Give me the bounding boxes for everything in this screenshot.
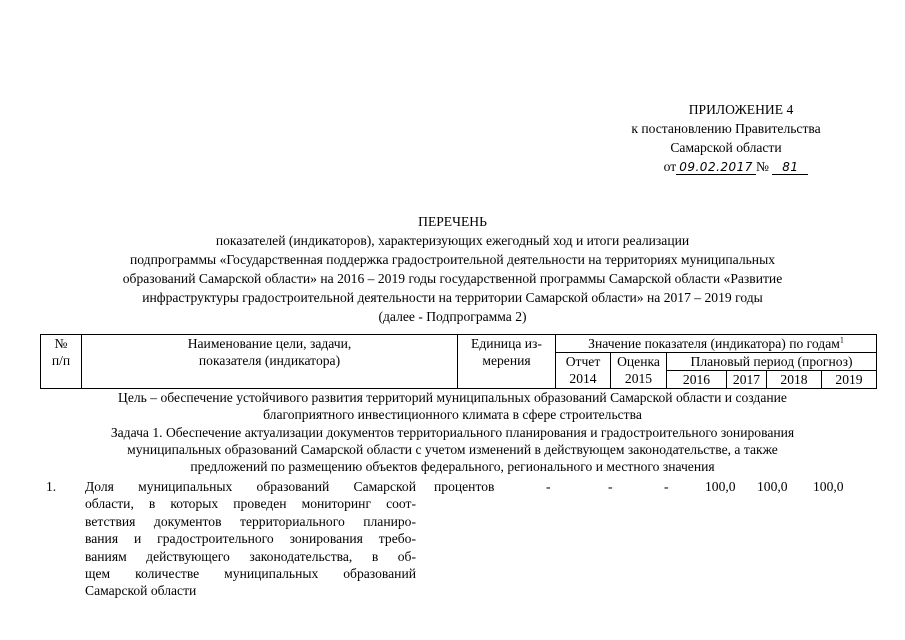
- footnote-mark: 1: [839, 335, 844, 345]
- heading-line: образований Самарской области» на 2016 – 2019 годы государственной программы Самарской области «Развитие: [122, 271, 783, 286]
- heading-title: ПЕРЕЧЕНЬ: [418, 214, 487, 229]
- value-2015: -: [608, 479, 613, 494]
- indicator-unit: процентов: [434, 479, 495, 494]
- indicator-table-header: [40, 334, 877, 389]
- appendix-date-line: [600, 157, 852, 176]
- appendix-title: ПРИЛОЖЕНИЕ 4: [688, 102, 794, 117]
- heading-line: инфраструктуры градостроительной деятельности на территории Самарской области» на 2017 – 2019 годы: [142, 290, 763, 305]
- goal-text: Цель – обеспечение устойчивого развития территорий муниципальных образований Самарской области и создание благоприятного инвестиционного климата в сфере строительства: [118, 390, 787, 422]
- date-prefix: от: [663, 159, 677, 174]
- appendix-line-1: к постановлению Правительства: [631, 121, 821, 136]
- handwritten-date: 09.02.2017: [676, 161, 756, 175]
- col-number-header: № п/п: [41, 335, 82, 389]
- indicator-name: Доля муниципальных образований Самарской области, в которых проведен мониторинг соот- ветствия документов территориального планиро- вания и градостроительного зонирования требо- ваниям действующего законодательства, в об- щем количестве муниципальных образований Самарской области: [85, 479, 416, 599]
- col-values-header: Значение показателя (индикатора) по годам$^1$: [556, 335, 877, 353]
- col-plan-header: Плановый период (прогноз): [667, 353, 877, 371]
- col-unit-header: Единица из- мерения: [458, 335, 556, 389]
- document-heading: [40, 212, 865, 326]
- value-2014: -: [546, 479, 551, 494]
- number-prefix: №: [755, 159, 769, 174]
- value-2017: 100,0: [705, 479, 736, 494]
- appendix-line-2: Самарской области: [670, 140, 782, 155]
- year-2019: 2019: [822, 371, 877, 389]
- value-2016: -: [664, 479, 669, 494]
- col-name-header: Наименование цели, задачи, показателя (индикатора): [82, 335, 458, 389]
- year-2016: 2016: [667, 371, 727, 389]
- year-2014: 2014: [569, 371, 597, 386]
- year-2017: 2017: [727, 371, 767, 389]
- year-2015: 2015: [624, 371, 653, 386]
- indicator-number: 1.: [46, 479, 57, 494]
- col-report: Отчет 2014: [556, 353, 611, 389]
- heading-line: (далее - Подпрограмма 2): [378, 309, 527, 324]
- year-2018: 2018: [767, 371, 822, 389]
- task-text: Задача 1. Обеспечение актуализации документов территориального планирования и градостроительного зонирования муниципальных образований Самарской области с учетом изменений в действующем законодательстве, а также предложений по размещению объектов федерального, регионального и местного значения: [110, 425, 795, 474]
- value-2019: 100,0: [813, 479, 844, 494]
- heading-line: подпрограммы «Государственная поддержка градостроительной деятельности на территориях муниципальных: [129, 252, 776, 267]
- handwritten-number: 81: [772, 161, 808, 175]
- heading-line: показателей (индикаторов), характеризующих ежегодный ход и итоги реализации: [215, 233, 690, 248]
- col-estimate: Оценка 2015: [611, 353, 667, 389]
- value-2018: 100,0: [757, 479, 788, 494]
- appendix-block: [600, 100, 852, 176]
